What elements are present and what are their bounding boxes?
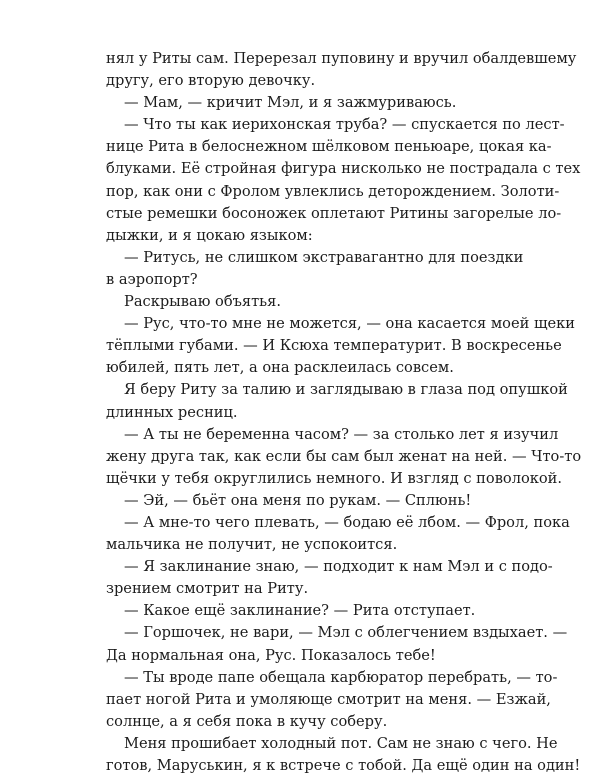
text-line: Да нормальная она, Рус. Показалось тебе! bbox=[106, 646, 436, 664]
text-line: зрением смотрит на Риту. bbox=[106, 580, 309, 598]
text-line: нял у Риты сам. Перерезал пуповину и вручил обалдевшему bbox=[106, 50, 577, 67]
text-line: — Какое ещё заклинание? — Рита отступает. bbox=[124, 602, 476, 620]
text-line: — Я заклинание знаю, — подходит к нам Мэл и с подо- bbox=[124, 558, 553, 576]
text-line: — Мам, — кричит Мэл, и я зажмуриваюсь. bbox=[124, 94, 457, 112]
text-line: блуками. Её стройная фигура нисколько не пострадала с тех bbox=[106, 160, 581, 178]
text-line: дыжки, и я цокаю языком: bbox=[106, 226, 313, 244]
text-line: — Рус, что-то мне не можется, — она касается моей щеки bbox=[124, 315, 576, 333]
text-line: — Что ты как иерихонская труба? — спускается по лест- bbox=[124, 116, 565, 134]
text-line: — А мне-то чего плевать, — бодаю её лбом. — Фрол, пока bbox=[124, 513, 570, 531]
text-line: — Эй, — бьёт она меня по рукам. — Сплюнь! bbox=[124, 491, 472, 509]
text-line: Раскрываю объятья. bbox=[124, 293, 281, 311]
text-line: длинных ресниц. bbox=[106, 403, 238, 421]
text-line: — Ты вроде папе обещала карбюратор перебрать, — то- bbox=[124, 668, 558, 686]
text-line: другу, его вторую девочку. bbox=[106, 72, 316, 90]
text-line: мальчика не получит, не успокоится. bbox=[106, 536, 398, 554]
text-line: нице Рита в белоснежном шёлковом пеньюаре, цокая ка- bbox=[106, 138, 552, 156]
text-line: — Горшочек, не вари, — Мэл с облегчением вздыхает. — bbox=[124, 624, 568, 642]
text-line: Я беру Риту за талию и заглядываю в глаза под опушкой bbox=[124, 381, 568, 399]
text-line: щёчки у тебя округлились немного. И взгляд с поволокой. bbox=[106, 469, 563, 487]
text-line: пор, как они с Фролом увлеклись деторождением. Золоти- bbox=[106, 182, 560, 200]
text-line: — Ритусь, не слишком экстравагантно для поездки bbox=[124, 248, 524, 266]
text-line: пает ногой Рита и умоляюще смотрит на меня. — Езжай, bbox=[106, 690, 551, 708]
text-line: юбилей, пять лет, а она расклеилась совсем. bbox=[106, 359, 454, 377]
text-line: в аэропорт? bbox=[106, 270, 198, 288]
page-text bbox=[106, 48, 582, 777]
text-line: солнце, а я себя пока в кучу соберу. bbox=[106, 712, 388, 730]
text-line: стые ремешки босоножек оплетают Ритины загорелые ло- bbox=[106, 204, 562, 222]
text-line: — А ты не беременна часом? — за столько лет я изучил bbox=[124, 425, 559, 443]
text-line: тёплыми губами. — И Ксюха температурит. В воскресенье bbox=[106, 337, 562, 355]
text-line: Меня прошибает холодный пот. Сам не знаю с чего. Не bbox=[124, 734, 558, 752]
text-line: жену друга так, как если бы сам был женат на ней. — Что-то bbox=[106, 447, 582, 465]
text-line: готов, Маруськин, я к встрече с тобой. Да ещё один на один! bbox=[106, 757, 581, 774]
